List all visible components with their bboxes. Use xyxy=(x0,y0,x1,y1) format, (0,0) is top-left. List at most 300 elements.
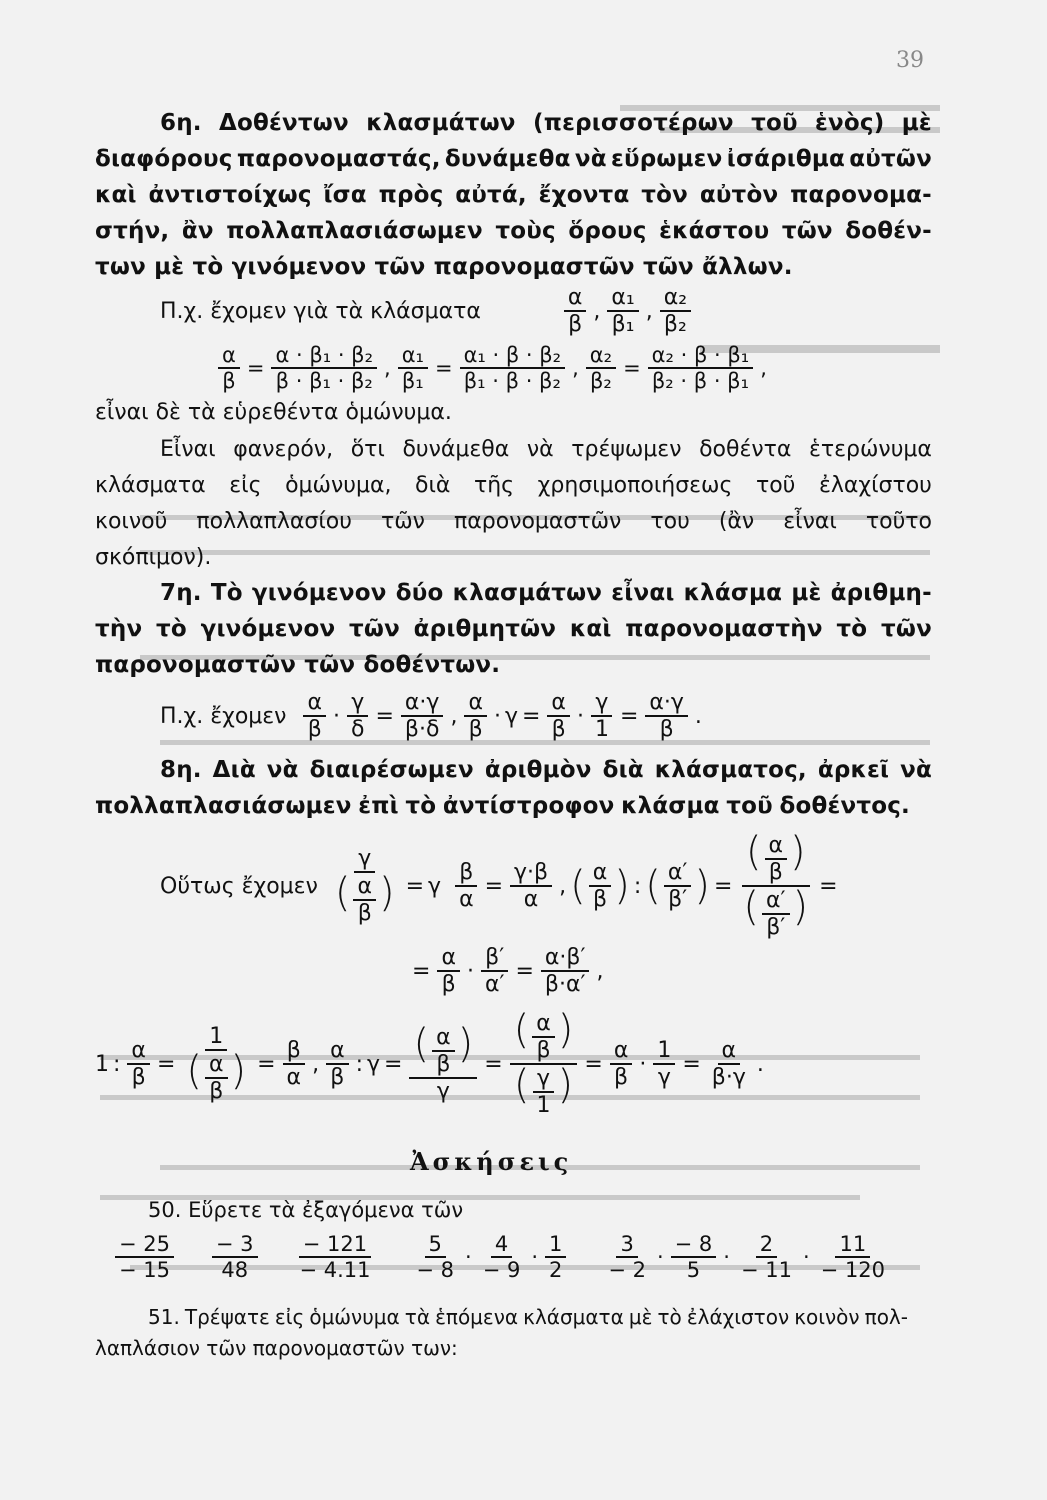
symbol: α′ xyxy=(565,972,586,998)
equals: = xyxy=(515,958,534,984)
fraction xyxy=(564,285,587,338)
numerator: α xyxy=(437,945,460,972)
numerator xyxy=(742,829,810,887)
denominator: β xyxy=(357,901,372,927)
word: ἑπόμενα xyxy=(435,1305,519,1329)
numerator: α₂ xyxy=(586,343,616,369)
fraction xyxy=(464,690,487,743)
word: νὰ xyxy=(900,757,932,783)
word: (ἂν xyxy=(718,509,755,534)
fraction xyxy=(533,1066,555,1119)
numerator: α xyxy=(218,343,240,369)
denominator: − 2 xyxy=(608,1258,646,1283)
fraction xyxy=(765,833,788,886)
numerator: − 3 xyxy=(212,1232,258,1258)
fraction xyxy=(532,1011,555,1064)
word: 7η. xyxy=(160,580,202,606)
symbol: · xyxy=(663,690,671,715)
dot: · xyxy=(332,703,340,729)
rule7-line-3: παρονομαστῶν τῶν δοθέντων. xyxy=(95,652,501,678)
symbol: · xyxy=(725,1065,733,1091)
numerator: 2 xyxy=(756,1232,777,1258)
word: αὐτῶν xyxy=(849,146,932,172)
denominator xyxy=(510,1062,577,1119)
paren: ( xyxy=(570,863,586,910)
numerator: α₁ xyxy=(398,343,428,369)
word: τὸ xyxy=(657,1305,682,1329)
word: αὐτά, xyxy=(455,182,527,208)
word: ἐλάχιστον xyxy=(686,1305,790,1329)
numerator xyxy=(401,690,444,717)
remark-line-1 xyxy=(160,437,932,462)
denominator: δ xyxy=(350,717,365,743)
rule6-line-3 xyxy=(95,182,932,208)
numerator: α xyxy=(303,690,326,717)
denominator: 5 xyxy=(686,1258,701,1283)
denominator: β · β₁ · β₂ xyxy=(275,369,373,394)
word: Εἶναι xyxy=(160,437,216,462)
word: ἰσάριθμα xyxy=(726,146,846,172)
exercises-heading: Ἀσκήσεις xyxy=(410,1147,573,1176)
equals: = xyxy=(384,1051,403,1077)
numerator: α xyxy=(532,1011,555,1038)
word: διαιρέσωμεν xyxy=(309,757,474,783)
word: ὁμώνυμα xyxy=(309,1305,400,1329)
denominator: β₁ xyxy=(611,312,635,338)
denominator xyxy=(331,870,399,927)
word: τῶν xyxy=(349,616,400,642)
word: τὸ xyxy=(836,616,868,642)
fraction xyxy=(479,1232,525,1282)
word: ἔχοντα xyxy=(538,182,630,208)
symbol: · xyxy=(527,860,535,885)
colon: : xyxy=(355,1051,363,1077)
rule8-example-row-1 xyxy=(160,829,842,941)
fraction xyxy=(303,690,326,743)
symbol: · xyxy=(418,717,426,743)
fraction xyxy=(182,1024,250,1105)
numerator: α xyxy=(205,1052,228,1079)
denominator: α xyxy=(523,887,539,913)
comma: , xyxy=(312,1051,320,1077)
denominator: − 15 xyxy=(119,1258,170,1283)
rule6-line-4 xyxy=(95,218,932,244)
word: εὕρωμεν xyxy=(610,146,723,172)
exercise-50-fractions xyxy=(112,1232,892,1282)
word: κοινὸν xyxy=(794,1305,860,1329)
word: κοινοῦ xyxy=(95,509,168,534)
paren: ( xyxy=(513,1007,530,1053)
symbol: γ xyxy=(367,1051,381,1077)
fraction xyxy=(295,1232,374,1282)
fraction xyxy=(586,343,616,393)
word: τὰ xyxy=(404,1305,431,1329)
denominator: 1 xyxy=(536,1093,551,1119)
symbol: γ xyxy=(514,860,528,885)
word: ἴσα xyxy=(323,182,367,208)
page-number: 39 xyxy=(896,48,924,73)
numerator: 4 xyxy=(491,1232,512,1258)
word: δυνάμεθα xyxy=(402,437,510,462)
paren: ) xyxy=(790,829,806,875)
fraction xyxy=(604,1232,650,1282)
denominator: β xyxy=(659,717,674,743)
numerator: α xyxy=(127,1038,150,1065)
fraction xyxy=(510,1007,578,1119)
word: χρησιμοποιήσεως xyxy=(537,473,733,498)
rule6-line-1 xyxy=(160,110,932,136)
word: τὸν xyxy=(641,182,689,208)
word: ἐλαχίστου xyxy=(818,473,932,498)
word: εἰς xyxy=(274,1305,305,1329)
word: εἶναι xyxy=(783,509,837,534)
comma: , xyxy=(572,356,579,381)
equals: = xyxy=(484,873,504,899)
example-intro-text: Π.χ. ἔχομεν γιὰ τὰ κλάσματα xyxy=(160,298,481,324)
word: ἂν xyxy=(181,218,214,244)
paren: ) xyxy=(457,1021,474,1067)
numerator: α xyxy=(464,690,487,717)
fraction xyxy=(481,945,509,998)
rule6-example-intro xyxy=(160,285,694,338)
rule8-line-1 xyxy=(160,757,932,783)
equals: = xyxy=(713,873,733,899)
rule6-conclusion: εἶναι δὲ τὰ εὑρεθέντα ὁμώνυμα. xyxy=(95,400,452,425)
denominator xyxy=(541,972,590,997)
dot: · xyxy=(802,1245,810,1270)
word: πολ- xyxy=(864,1305,908,1329)
word: κλάσματα xyxy=(95,473,206,498)
word: παρονομαστάς, xyxy=(236,146,441,172)
word: δοθέντα xyxy=(699,437,792,462)
denominator: 2 xyxy=(549,1258,563,1283)
fraction xyxy=(817,1232,889,1282)
fraction xyxy=(212,1232,258,1282)
colon: : xyxy=(113,1051,121,1077)
fraction xyxy=(347,690,368,743)
fraction xyxy=(664,860,692,913)
numerator: γ xyxy=(354,846,375,873)
dot: · xyxy=(493,703,501,729)
numerator: α₁ · β · β₂ xyxy=(460,343,566,369)
comma: , xyxy=(559,873,567,899)
word: δύο xyxy=(395,580,444,606)
fraction xyxy=(271,343,377,393)
rule7-example xyxy=(160,690,706,743)
paren: ) xyxy=(792,884,809,931)
denominator: α′ xyxy=(484,972,505,998)
word: ἑτερώνυμα xyxy=(808,437,932,462)
numerator: β xyxy=(455,860,477,887)
numerator: α xyxy=(610,1038,633,1065)
rule6-line-5: των μὲ τὸ γινόμενον τῶν παρονομαστῶν τῶν ἄλλων. xyxy=(95,254,793,280)
word: γινόμενον xyxy=(200,616,336,642)
word: τοῦτο xyxy=(865,509,932,534)
fraction xyxy=(591,690,613,743)
word: διαφόρους xyxy=(95,146,233,172)
word: κλάσμα xyxy=(621,793,720,819)
remark-line-2 xyxy=(95,473,932,498)
denominator: 1 xyxy=(594,717,609,743)
numerator: β xyxy=(283,1038,305,1065)
symbol: 1 xyxy=(95,1051,109,1077)
word: τοῦ xyxy=(751,110,798,136)
fraction xyxy=(401,690,444,743)
numerator xyxy=(541,945,590,972)
period: . xyxy=(756,1051,764,1077)
word: τοὺς xyxy=(495,218,556,244)
fraction xyxy=(610,1038,633,1091)
paren: ( xyxy=(413,1021,430,1067)
word: πολλαπλασίου xyxy=(196,509,352,534)
denominator: β xyxy=(536,1038,551,1063)
word: τῶν xyxy=(781,218,833,244)
word: κλασμάτων xyxy=(366,110,516,136)
denominator: β₁ xyxy=(401,369,424,394)
word: καὶ xyxy=(569,616,612,642)
denominator: β₁ · β · β₂ xyxy=(463,369,561,394)
word: Διὰ xyxy=(212,757,256,783)
word: τοῦ xyxy=(726,793,773,819)
denominator: β xyxy=(330,1065,345,1091)
word: (περισσοτέρων xyxy=(533,110,734,136)
fraction xyxy=(353,874,376,927)
symbol: α xyxy=(544,945,560,970)
word: τοῦ xyxy=(755,473,796,498)
symbol: α xyxy=(649,690,664,715)
numerator: α xyxy=(326,1038,349,1065)
comma: , xyxy=(450,703,458,729)
word: Τρέψατε xyxy=(184,1305,270,1329)
dot: · xyxy=(656,1245,664,1270)
word: μὲ xyxy=(628,1305,653,1329)
denominator: α xyxy=(459,887,474,913)
denominator: β′ xyxy=(766,915,786,941)
word: ἀριθμητῶν xyxy=(413,616,557,642)
exercise-51-line-1 xyxy=(148,1305,908,1329)
numerator: 5 xyxy=(425,1232,446,1258)
paren: ( xyxy=(334,870,351,917)
numerator: 3 xyxy=(616,1232,637,1258)
denominator xyxy=(708,1065,750,1090)
fraction xyxy=(589,860,612,913)
paren: ( xyxy=(513,1062,530,1109)
equals: = xyxy=(375,703,394,729)
equals: = xyxy=(584,1051,603,1077)
denominator: − 9 xyxy=(482,1258,521,1283)
numerator: 1 xyxy=(545,1232,566,1258)
denominator: β xyxy=(614,1065,629,1091)
dot: · xyxy=(531,1245,539,1270)
word: φανερόν, xyxy=(233,437,334,462)
denominator xyxy=(739,884,812,941)
symbol: β xyxy=(544,972,559,998)
fraction xyxy=(708,1038,750,1091)
symbol: γ xyxy=(428,873,442,899)
numerator: α xyxy=(564,285,587,312)
symbol: γ xyxy=(426,690,440,715)
fraction xyxy=(671,1232,717,1282)
fraction xyxy=(645,690,688,743)
fraction xyxy=(653,1038,675,1091)
paren: ( xyxy=(743,884,760,931)
denominator: − 4.11 xyxy=(299,1258,371,1283)
numerator: − 25 xyxy=(115,1232,174,1258)
word: τὴν xyxy=(95,616,143,642)
exercise-51-line-2: λαπλάσιον τῶν παρονομαστῶν των: xyxy=(95,1336,458,1360)
dot: · xyxy=(639,1051,647,1077)
word: δυνάμεθα xyxy=(444,146,571,172)
symbol: · xyxy=(558,972,566,998)
word: παρονομα- xyxy=(790,182,932,208)
word: πολλαπλασιάσωμεν xyxy=(226,218,483,244)
numerator: − 8 xyxy=(671,1232,717,1258)
numerator: 1 xyxy=(653,1038,675,1065)
comma: , xyxy=(596,958,604,984)
remark-line-3 xyxy=(95,509,932,534)
denominator: β xyxy=(441,972,456,998)
fraction xyxy=(737,1232,796,1282)
denominator: β₂ xyxy=(590,369,612,394)
equals: = xyxy=(819,873,838,899)
word: διὰ xyxy=(602,757,644,783)
word: 8η. xyxy=(160,757,202,783)
denominator: 48 xyxy=(221,1258,249,1283)
equals: = xyxy=(412,958,431,984)
denominator: β′ xyxy=(668,887,688,913)
fraction xyxy=(409,1021,477,1105)
numerator: γ xyxy=(533,1066,554,1093)
fraction xyxy=(762,888,790,941)
rule8-line-2 xyxy=(95,793,910,819)
word: κλασμάτων xyxy=(452,580,603,606)
numerator: α xyxy=(718,1038,741,1065)
word: νὰ xyxy=(574,146,607,172)
numerator xyxy=(510,1007,578,1065)
denominator: γ xyxy=(436,1079,450,1105)
equals: = xyxy=(484,1051,503,1077)
example-intro-text: Π.χ. ἔχομεν xyxy=(160,703,287,729)
denominator: β xyxy=(551,717,566,743)
word: γινόμενον xyxy=(251,580,387,606)
numerator: α xyxy=(765,833,788,860)
paren: ) xyxy=(557,1062,574,1109)
symbol: β xyxy=(534,860,549,885)
numerator: α₁ xyxy=(607,285,638,312)
fraction xyxy=(326,1038,349,1091)
paren: ) xyxy=(557,1007,574,1053)
word: κλάσματος, xyxy=(654,757,807,783)
numerator xyxy=(510,860,552,887)
exercise-50-prompt: 50. Εὕρετε τὰ ἐξαγόμενα τῶν xyxy=(148,1198,464,1222)
paren: ( xyxy=(186,1048,202,1095)
word: τρέψωμεν xyxy=(571,437,682,462)
numerator: γ xyxy=(347,690,368,717)
word: ὅτι xyxy=(350,437,385,462)
word: ἐπὶ xyxy=(358,793,399,819)
word: ὅρους xyxy=(568,218,647,244)
example-intro-text: Οὕτως ἔχομεν xyxy=(160,873,318,899)
fraction xyxy=(607,285,638,338)
numerator: α xyxy=(589,860,612,887)
word: ὁμώνυμα, xyxy=(285,473,392,498)
denominator: − 8 xyxy=(416,1258,455,1283)
denominator: β xyxy=(468,717,483,743)
rule8-example-row-3 xyxy=(95,1007,768,1119)
word: ἀριθμη- xyxy=(830,580,932,606)
word: τὸ xyxy=(405,793,437,819)
word: αὐτὸν xyxy=(699,182,779,208)
denominator xyxy=(401,717,444,742)
denominator: γ xyxy=(657,1065,671,1091)
fraction xyxy=(510,860,552,913)
word: καὶ xyxy=(95,182,137,208)
rule6-equalities xyxy=(215,343,771,393)
equals: = xyxy=(257,1051,276,1077)
word: παρονομαστὴν xyxy=(625,616,823,642)
word: 51. xyxy=(148,1305,180,1329)
numerator: α₂ xyxy=(660,285,691,312)
word: Δοθέντων xyxy=(219,110,349,136)
symbol: β′ xyxy=(566,945,586,970)
denominator: − 120 xyxy=(820,1258,886,1283)
fraction xyxy=(283,1038,306,1091)
equals: = xyxy=(156,1051,176,1077)
denominator: β xyxy=(768,860,783,885)
symbol: γ xyxy=(670,690,684,715)
numerator: α′ xyxy=(762,888,790,915)
paren: ( xyxy=(745,829,762,875)
word: πολλαπλασιάσωμεν xyxy=(95,793,352,819)
word: κλάσματα xyxy=(523,1305,624,1329)
comma: , xyxy=(645,298,653,324)
numerator: α xyxy=(353,874,376,901)
word: εἶναι xyxy=(611,580,675,606)
word: μὲ xyxy=(791,580,822,606)
symbol: γ xyxy=(504,703,518,729)
word: πρὸς xyxy=(378,182,444,208)
fraction xyxy=(739,829,812,941)
colon: : xyxy=(633,873,642,899)
equals: = xyxy=(521,703,541,729)
rule8-example-row-2 xyxy=(408,945,607,998)
word: ἑκάστου xyxy=(659,218,770,244)
numerator: − 121 xyxy=(299,1232,371,1258)
word: τῶν xyxy=(381,509,425,534)
word: διὰ xyxy=(415,473,451,498)
numerator: γ xyxy=(591,690,612,717)
fraction xyxy=(398,343,428,393)
numerator: α′ xyxy=(664,860,692,887)
word: στήν, xyxy=(95,218,170,244)
numerator: α xyxy=(432,1025,455,1052)
word: εἰς xyxy=(229,473,262,498)
symbol: γ xyxy=(732,1065,746,1091)
remark-line-4: σκόπιμον). xyxy=(95,545,212,570)
fraction xyxy=(437,945,460,998)
fraction xyxy=(115,1232,174,1282)
equals: = xyxy=(246,356,265,381)
dot: · xyxy=(723,1245,730,1270)
fraction xyxy=(205,1052,228,1105)
denominator: β₂ · β · β₁ xyxy=(651,369,749,394)
word: ἀριθμὸν xyxy=(484,757,592,783)
equals: = xyxy=(405,873,425,899)
word: ἀντίστροφον xyxy=(442,793,615,819)
dot: · xyxy=(465,1245,472,1270)
paren: ( xyxy=(645,863,661,910)
word: μὲ xyxy=(901,110,932,136)
